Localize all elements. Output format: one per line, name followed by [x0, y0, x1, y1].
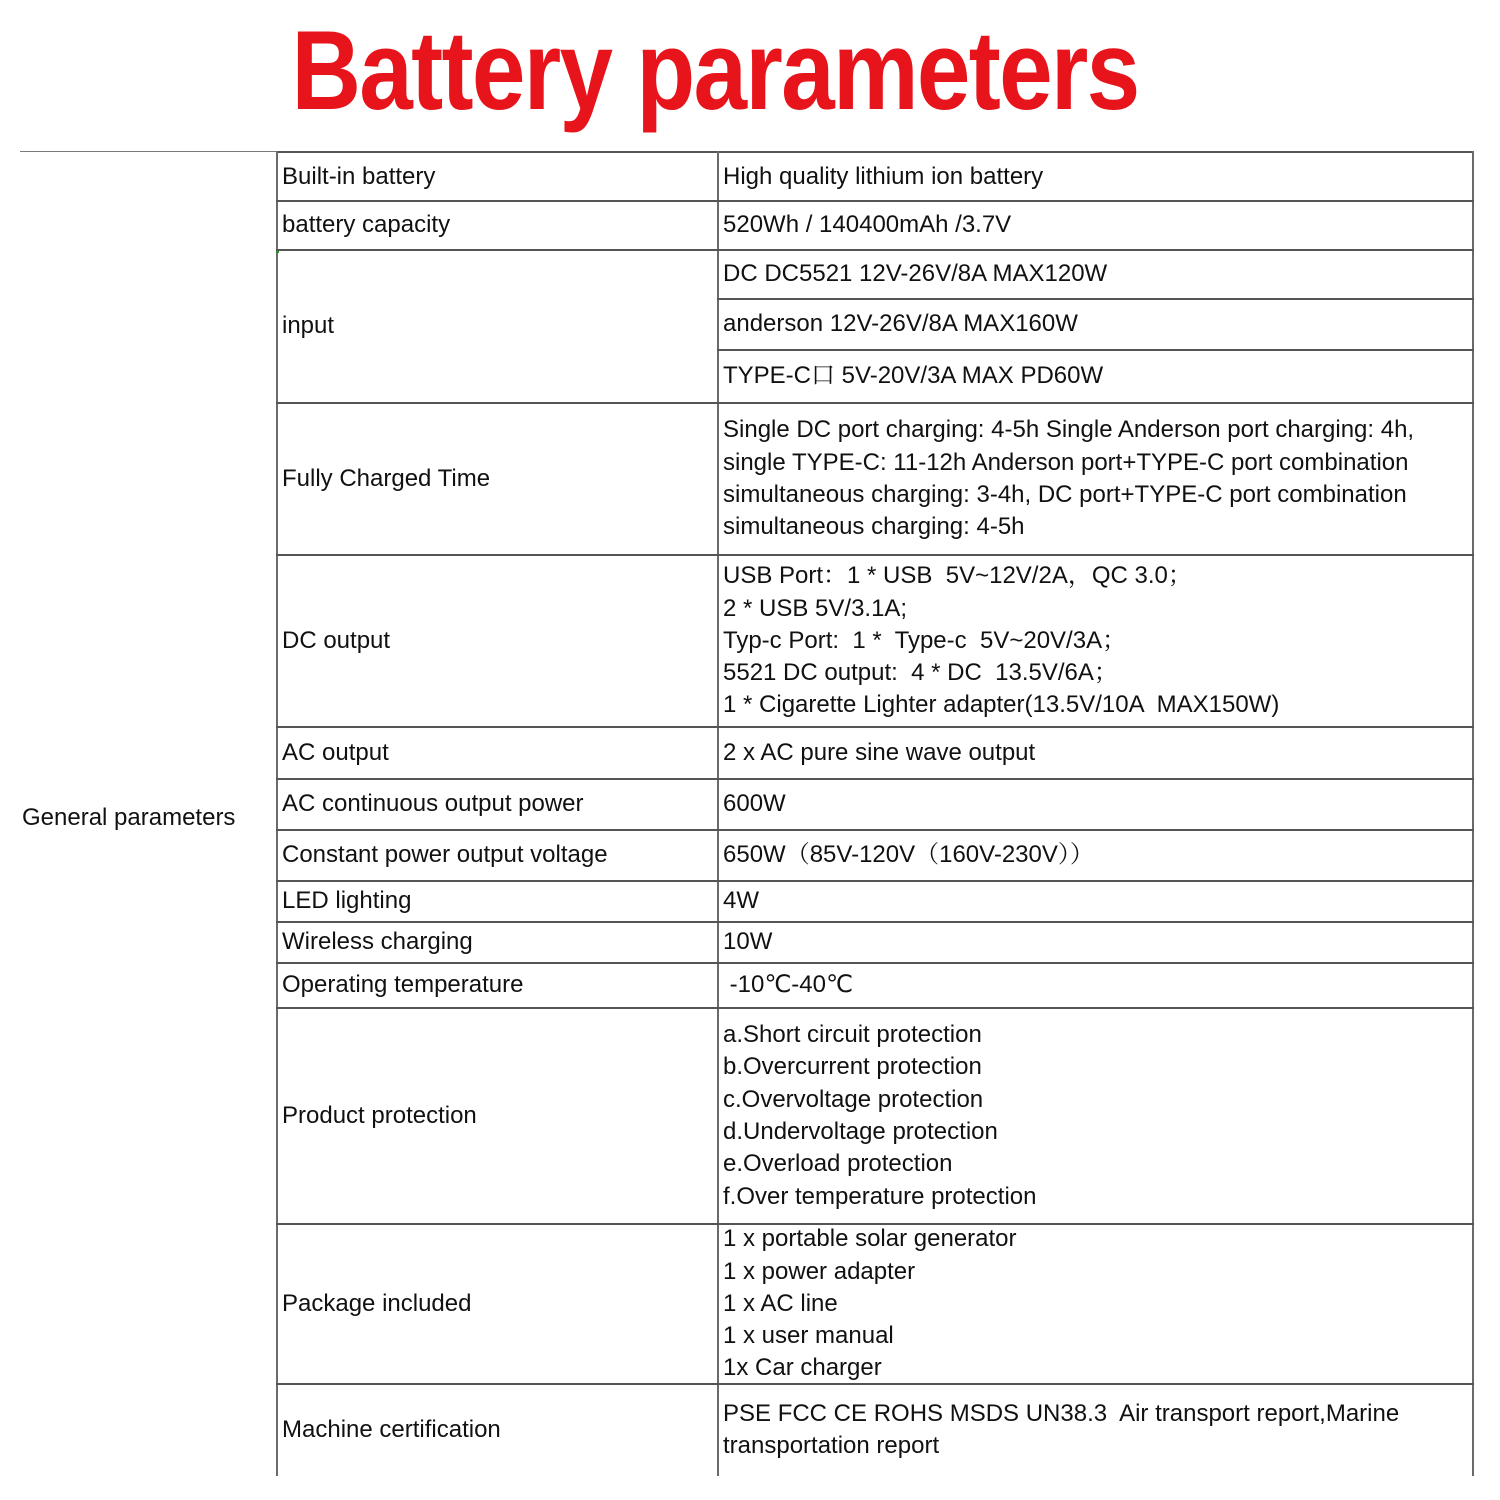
row-label-text: Package included [282, 1289, 472, 1317]
row-value-line: 4W [723, 887, 759, 915]
row-label-text: battery capacity [282, 211, 451, 239]
row-value-line: Single DC port charging: 4-5h Single Anderson port charging: 4h, [723, 416, 1415, 444]
row-value-line: Typ-c Port: 1 * Type-c 5V~20V/3A； [723, 626, 1127, 654]
row-value-line: e.Overload protection [723, 1150, 953, 1178]
row-label-text: Product protection [282, 1101, 477, 1129]
row-value-line: PSE FCC CE ROHS MSDS UN38.3 Air transport report,Marine [723, 1399, 1400, 1427]
row-value-text: anderson 12V-26V/8A MAX160W [723, 310, 1078, 338]
row-label [282, 201, 712, 250]
row-divider [276, 554, 1474, 556]
row-value-line: 600W [723, 790, 786, 818]
row-value-line: a.Short circuit protection [723, 1021, 982, 1049]
row-label [282, 922, 712, 963]
row-label-text: Wireless charging [282, 928, 473, 956]
row-divider [276, 829, 1474, 831]
row-value-line: High quality lithium ion battery [723, 162, 1044, 190]
row-label [282, 1384, 712, 1476]
row-value-line: USB Port：1 * USB 5V~12V/2A，QC 3.0； [723, 562, 1192, 590]
row-value [723, 1384, 1483, 1476]
row-value-line: 1x Car charger [723, 1354, 882, 1382]
row-value [723, 881, 1483, 922]
row-value [723, 1224, 1483, 1384]
row-divider [276, 200, 1474, 202]
row-label-text: Constant power output voltage [282, 841, 608, 869]
row-value [723, 299, 1483, 350]
row-value [723, 250, 1483, 299]
row-divider [717, 349, 1474, 351]
row-label [282, 830, 712, 881]
row-divider [276, 1223, 1474, 1225]
row-label-text: Operating temperature [282, 971, 524, 999]
row-value-line: simultaneous charging: 4-5h [723, 513, 1025, 541]
row-label-text: DC output [282, 626, 391, 654]
row-label [282, 881, 712, 922]
row-value-line: 1 * Cigarette Lighter adapter(13.5V/10A MAX150W) [723, 691, 1280, 719]
top-rule-left [20, 151, 276, 152]
row-divider [276, 249, 1474, 251]
row-label-text: Built-in battery [282, 162, 436, 190]
row-value [723, 153, 1483, 201]
row-value-line: simultaneous charging: 3-4h, DC port+TYPE-C port combination [723, 481, 1407, 508]
row-value-line: -10℃-40℃ [723, 971, 853, 999]
row-value-line: f.Over temperature protection [723, 1182, 1037, 1210]
row-value [723, 963, 1483, 1008]
row-label [282, 1008, 712, 1224]
row-divider [276, 726, 1474, 728]
row-divider [276, 1383, 1474, 1385]
row-value-line: 1 x portable solar generator [723, 1225, 1017, 1253]
row-label-text: Fully Charged Time [282, 464, 491, 492]
row-divider [276, 880, 1474, 882]
row-value [723, 830, 1483, 881]
row-label [282, 1224, 712, 1384]
row-divider [276, 1007, 1474, 1009]
row-divider [276, 962, 1474, 964]
row-value-text: DC DC5521 12V-26V/8A MAX120W [723, 260, 1108, 288]
row-value-line: 650W（85V-120V（160V-230V）） [723, 841, 1094, 869]
group-label-general-parameters: General parameters [22, 804, 236, 831]
row-value-line: 520Wh / 140400mAh /3.7V [723, 211, 1012, 239]
row-label-text: input [282, 312, 335, 340]
row-value-line: 2 * USB 5V/3.1A; [723, 594, 908, 622]
row-label-text: LED lighting [282, 887, 412, 915]
row-divider [276, 778, 1474, 780]
row-label [282, 250, 712, 403]
row-value [723, 555, 1483, 727]
row-divider [276, 921, 1474, 923]
row-value-line: transportation report [723, 1432, 940, 1459]
row-label [282, 153, 712, 201]
row-divider [717, 298, 1474, 300]
row-value [723, 1008, 1483, 1224]
row-value-line: 1 x power adapter [723, 1257, 916, 1285]
row-value-line: 2 x AC pure sine wave output [723, 738, 1036, 766]
row-label [282, 403, 712, 555]
row-value [723, 403, 1483, 555]
row-value-line: d.Undervoltage protection [723, 1118, 998, 1145]
row-value-line: b.Overcurrent protection [723, 1053, 982, 1081]
row-value-line: 1 x AC line [723, 1289, 838, 1317]
row-divider [276, 402, 1474, 404]
row-label [282, 963, 712, 1008]
row-value-line: 1 x user manual [723, 1322, 894, 1350]
row-label [282, 555, 712, 727]
row-value-line: c.Overvoltage protection [723, 1085, 984, 1113]
row-value [723, 350, 1483, 403]
row-value-line: 5521 DC output: 4 * DC 13.5V/6A； [723, 659, 1118, 687]
page-title: Battery parameters [291, 8, 1139, 133]
row-label-text: Machine certification [282, 1415, 501, 1443]
row-value [723, 779, 1483, 830]
row-label-text: AC output [282, 738, 389, 766]
row-value [723, 727, 1483, 779]
row-label [282, 779, 712, 830]
row-value-text: TYPE-C口 5V-20V/3A MAX PD60W [723, 362, 1104, 390]
row-label-text: AC continuous output power [282, 790, 584, 818]
row-label [282, 727, 712, 779]
row-value [723, 201, 1483, 250]
table-left-border [276, 151, 278, 1476]
row-value [723, 922, 1483, 963]
row-value-line: 10W [723, 928, 773, 956]
row-value-line: single TYPE-C: 11-12h Anderson port+TYPE-C port combination [723, 448, 1409, 476]
